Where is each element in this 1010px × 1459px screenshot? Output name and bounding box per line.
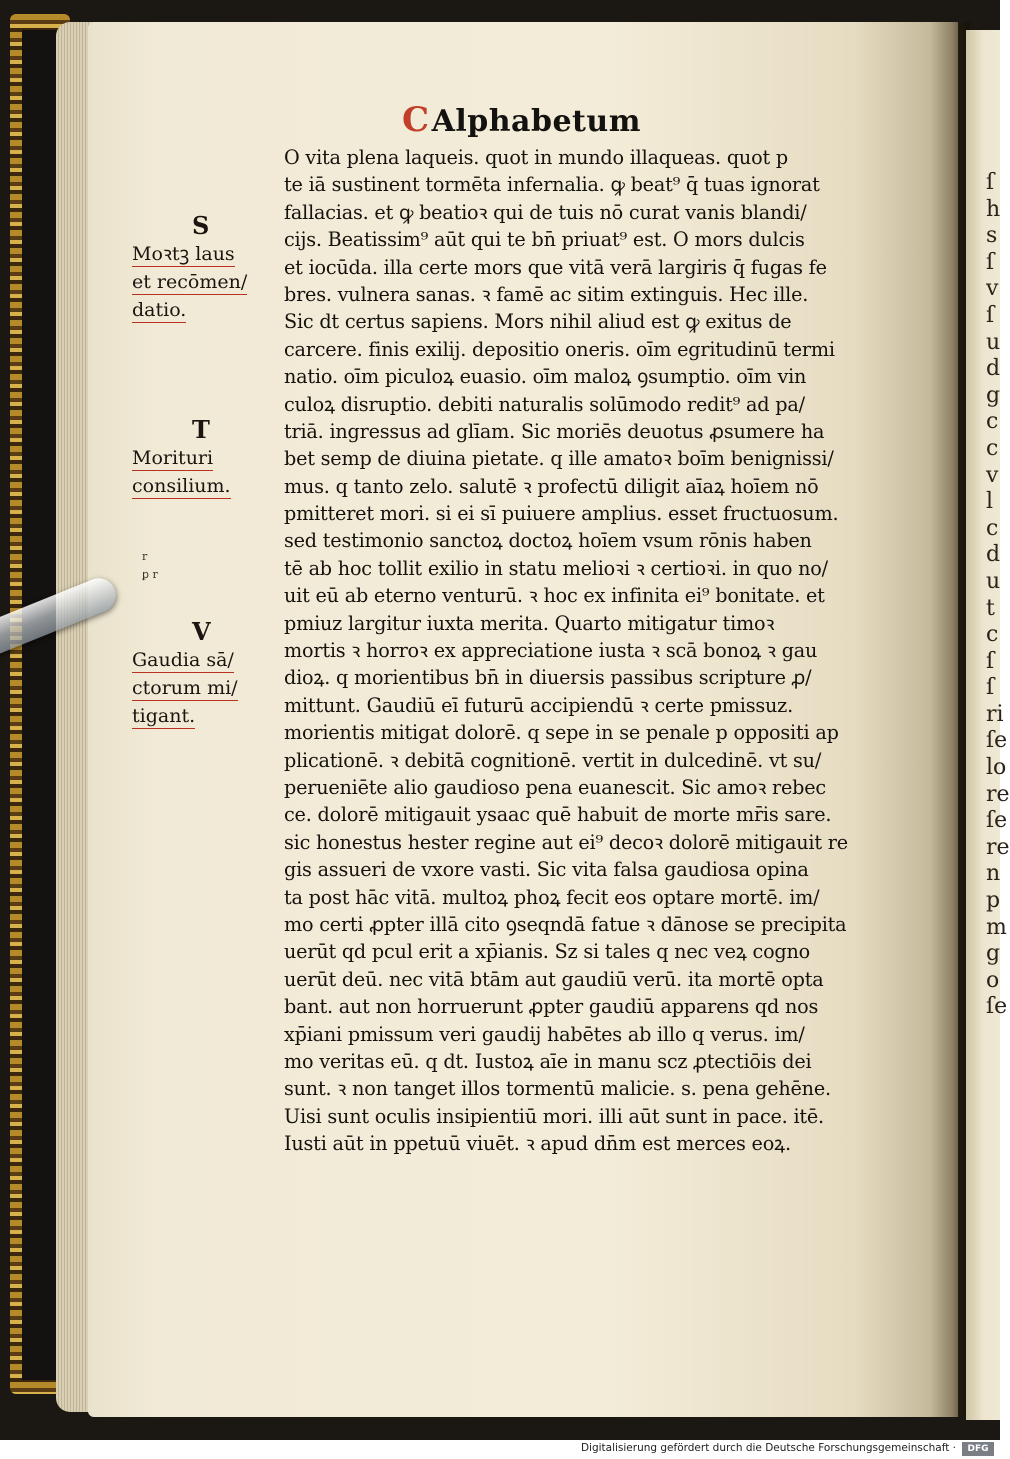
text-line: te iā sustinent tormēta infernalia. ꝙ beat⁹ q̄ tuas ignorat <box>284 173 820 197</box>
next-page-fragment: h <box>986 196 1001 222</box>
next-page-fragment: re <box>986 781 1010 807</box>
margin-faint-mark: ꝑ r <box>142 568 158 581</box>
text-line: sed testimonio sanctoꝝ doctoꝝ hoīem vsum rōnis haben <box>284 529 812 553</box>
text-line: O vita plena laqueis. quot in mundo illaqueas. quot p <box>284 146 788 169</box>
next-page-fragment: ſ <box>986 302 995 328</box>
text-line: perueniēte alio gaudioso pena euanescit. Sic amoꝛ rebec <box>284 775 826 799</box>
next-page-fragment: c <box>986 515 999 541</box>
text-line: bres. vulnera sanas. ꝛ famē ac sitim extinguis. Hec ille. <box>284 282 809 306</box>
text-line: mortis ꝛ horroꝛ ex appreciatione iusta ꝛ scā bonoꝝ ꝛ gau <box>284 639 818 663</box>
next-page-fragment: v <box>986 276 999 302</box>
margin-note-2 <box>132 416 272 500</box>
next-page-fragment: ſ <box>986 675 995 701</box>
margin-faint-mark: r <box>142 550 148 563</box>
text-line: sic honestus hester regine aut ei⁹ decoꝛ dolorē mitigauit re <box>284 830 848 854</box>
next-page-fragment: ſe <box>986 728 1008 754</box>
funding-notice: Digitalisierung gefördert durch die Deutsche Forschungsgemeinschaft · <box>580 1442 956 1454</box>
margin-note-1 <box>132 212 272 324</box>
next-page-fragment: v <box>986 462 999 488</box>
next-page-fragment: ſe <box>986 808 1008 834</box>
next-page-fragment: s <box>986 223 998 249</box>
text-line: uerūt qd pcul erit a xp̄ianis. Sz si tales q nec veꝝ cogno <box>284 940 811 964</box>
next-page-fragment: g <box>986 382 1001 408</box>
text-line: dioꝝ. q morientibus bn̄ in diuersis passibus scripture ꝓ/ <box>284 666 812 690</box>
text-line: natio. oīm piculoꝝ euasio. oīm maloꝝ ꝯsumptio. oīm vin <box>284 365 807 389</box>
margin-gloss-line: datio. <box>132 299 187 321</box>
right-page-fragment <box>966 30 1010 1420</box>
dfg-logo: DFG <box>962 1442 994 1456</box>
margin-gloss-line: Gaudia sā/ <box>132 649 234 671</box>
margin-letter: T <box>192 415 210 444</box>
text-line: tē ab hoc tollit exilio in statu melioꝛi ꝛ certioꝛi. in quo no/ <box>284 556 828 580</box>
next-page-fragment: ſe <box>986 994 1008 1020</box>
text-line: bet semp de diuina pietate. q ille amatoꝛ boīm benignissi/ <box>284 447 834 471</box>
footer-bar <box>0 1440 1000 1459</box>
margin-gloss-line: et recōmen/ <box>132 271 248 293</box>
margin-letter: S <box>192 211 210 240</box>
next-page-fragment: c <box>986 622 999 648</box>
text-line: Iusti aūt in ppetuū viuēt. ꝛ apud dn̄m est merces eoꝝ. <box>284 1132 791 1156</box>
next-page-fragment: lo <box>986 755 1007 781</box>
next-page-fragment: o <box>986 967 1000 993</box>
margin-gloss-line: tigant. <box>132 705 196 727</box>
text-line: plicationē. ꝛ debitā cognitionē. vertit in dulcedinē. vt su/ <box>284 748 822 772</box>
margin-note-4 <box>132 618 272 730</box>
text-line: culoꝝ disruptio. debiti naturalis solūmodo redit⁹ ad pa/ <box>284 392 805 416</box>
text-line: mo certi ꝓpter illā cito ꝯseqndā fatue ꝛ dānose se precipita <box>284 912 847 936</box>
text-line: gis assueri de vxore vasti. Sic vita falsa gaudiosa opina <box>284 858 809 882</box>
next-page-fragment: d <box>986 356 1001 382</box>
next-page-fragment: m <box>986 914 1007 940</box>
next-page-fragment: p <box>986 888 1001 914</box>
next-page-fragment: ſ <box>986 170 995 195</box>
text-line: sunt. ꝛ non tanget illos tormentū malicie. s. pena gehēne. <box>284 1077 831 1101</box>
text-line: mittunt. Gaudiū eī futurū accipiendū ꝛ certe pmissuz. <box>284 693 793 717</box>
text-line: uit eū ab eterno venturū. ꝛ hoc ex infinita ei⁹ bonitate. et <box>284 584 825 608</box>
next-page-fragment: c <box>986 409 999 435</box>
next-page-fragment: u <box>986 329 1001 355</box>
next-page-fragment: t <box>986 595 995 621</box>
rubric-mark: C <box>402 100 430 140</box>
text-line: morientis mitigat dolorē. q sepe in se penale p oppositi ap <box>284 721 839 745</box>
margin-gloss-line: Morituri <box>132 447 214 469</box>
next-page-fragment: re <box>986 834 1010 860</box>
text-line: ta post hāc vitā. multoꝝ phoꝝ fecit eos optare mortē. im/ <box>284 885 820 909</box>
text-line: fallacias. et ꝙ beatioꝛ qui de tuis nō curat vanis blandi/ <box>284 200 807 224</box>
heading-title: Alphabetum <box>431 104 641 139</box>
body-text <box>284 144 894 1157</box>
cover-inner <box>22 30 60 1380</box>
text-line: triā. ingressus ad glīam. Sic moriēs deuotus ꝓsumere ha <box>284 419 825 443</box>
margin-letter: V <box>192 617 211 646</box>
margin-note-3 <box>132 548 272 584</box>
next-page-fragment: u <box>986 568 1001 594</box>
next-page-fragment: l <box>986 489 994 515</box>
text-line: pmiuz largitur iuxta merita. Quarto mitigatur timoꝛ <box>284 611 775 635</box>
text-line: et iocūda. illa certe mors que vitā verā largiris q̄ fugas fe <box>284 255 827 279</box>
text-line: Uisi sunt oculis insipientiū mori. illi aūt sunt in pace. itē. <box>284 1104 824 1128</box>
next-page-fragment: n <box>986 861 1001 887</box>
text-line: xp̄iani pmissum veri gaudij habētes ab illo q verus. im/ <box>284 1022 805 1046</box>
text-line: mus. q tanto zelo. salutē ꝛ profectū diligit aīaꝝ hoīem nō <box>284 474 819 498</box>
next-page-fragment: ri <box>986 701 1004 727</box>
next-page-fragment: ſ <box>986 648 995 674</box>
text-line: mo veritas eū. q dt. Iustoꝝ aīe in manu scz ꝓtectiōis dei <box>284 1049 812 1073</box>
margin-gloss-line: consilium. <box>132 475 231 497</box>
text-line: carcere. finis exilij. depositio oneris. oīm egritudinū termi <box>284 337 835 361</box>
page-gutter-shadow <box>930 22 970 1417</box>
text-line: bant. aut non horruerunt ꝓpter gaudiū apparens qd nos <box>284 995 819 1019</box>
text-line: pmitteret mori. si ei sī puiuere amplius. esset fructuosum. <box>284 502 839 526</box>
text-line: uerūt deū. nec vitā btām aut gaudiū verū. ita mortē opta <box>284 967 824 991</box>
page-heading <box>402 100 702 142</box>
text-line: cijs. Beatissim⁹ aūt qui te bn̄ priuat⁹ est. O mors dulcis <box>284 228 805 252</box>
text-line: Sic dt certus sapiens. Mors nihil aliud est ꝙ exitus de <box>284 310 792 334</box>
margin-gloss-line: Moꝛtꝫ laus <box>132 243 235 265</box>
margin-gloss-line: ctorum mi/ <box>132 677 238 699</box>
next-page-fragment: ſ <box>986 249 995 275</box>
next-page-fragment: d <box>986 542 1001 568</box>
next-page-fragment: g <box>986 941 1001 967</box>
next-page-fragment: c <box>986 435 999 461</box>
text-line: ce. dolorē mitigauit ysaac quē habuit de morte mr̄is sare. <box>284 803 832 827</box>
